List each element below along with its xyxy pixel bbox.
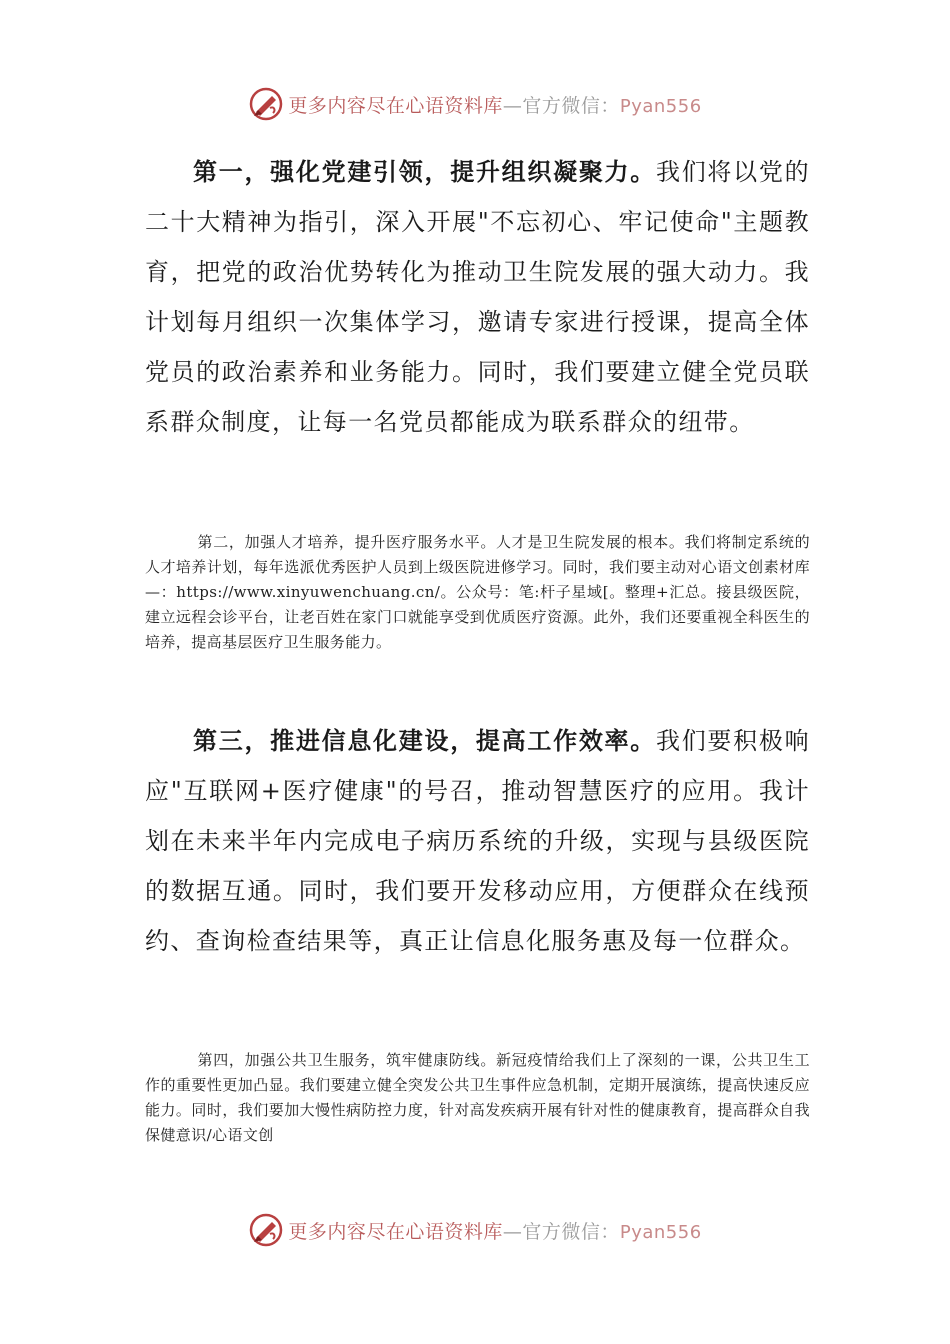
footer-banner (0, 1208, 950, 1252)
paragraph-1-body: 我们将以党的二十大精神为指引，深入开展"不忘初心、牢记使命"主题教育，把党的政治优势转化为推动卫生院发展的强大动力。我计划每月组织一次集体学习，邀请专家进行授课，提高全体党员的政治素养和业务能力。同时，我们要建立健全党员联系群众制度，让每一名党员都能成为联系群众的纽带。 (145, 158, 810, 436)
banner-wechat-id: Pyan556 (619, 1221, 702, 1243)
paragraph-3 (145, 716, 810, 966)
paragraph-1-lead: 第一，强化党建引领，提升组织凝聚力。 (193, 158, 656, 186)
pen-logo-icon (248, 1212, 284, 1248)
pen-logo-icon (248, 86, 284, 122)
banner-dash: — (502, 1220, 523, 1243)
banner-main-text: 更多内容尽在心语资料库 (288, 1220, 503, 1243)
banner-dash: — (502, 94, 523, 117)
paragraph-4: 第四，加强公共卫生服务，筑牢健康防线。新冠疫情给我们上了深刻的一课，公共卫生工作的重要性更加凸显。我们要建立健全突发公共卫生事件应急机制，定期开展演练，提高快速反应能力。同时，我们要加大慢性病防控力度，针对高发疾病开展有针对性的健康教育，提高群众自我保健意识/心语文创 (145, 1051, 810, 1144)
header-banner (0, 82, 950, 126)
paragraph-2: 第二，加强人才培养，提升医疗服务水平。人才是卫生院发展的根本。我们将制定系统的人才培养计划，每年选派优秀医护人员到上级医院进修学习。同时，我们要主动对心语文创素材库—：https://www.xinyuwenchuang.cn/。公众号：笔:杆子星域[。整理+汇总。接县级医院，建立远程会诊平台，让老百姓在家门口就能享受到优质医疗资源。此外，我们还要重视全科医生的培养，提高基层医疗卫生服务能力。 (145, 533, 810, 651)
banner-wechat-label: 官方微信： (522, 1220, 620, 1243)
banner-wechat-label: 官方微信： (522, 94, 620, 117)
banner-wechat-id: Pyan556 (619, 95, 702, 117)
paragraph-1 (145, 147, 810, 447)
banner-main-text: 更多内容尽在心语资料库 (288, 94, 503, 117)
paragraph-3-body: 我们要积极响应"互联网+医疗健康"的号召，推动智慧医疗的应用。我计划在未来半年内完成电子病历系统的升级，实现与县级医院的数据互通。同时，我们要开发移动应用，方便群众在线预约、查询检查结果等，真正让信息化服务惠及每一位群众。 (145, 727, 810, 955)
paragraph-3-lead: 第三，推进信息化建设，提高工作效率。 (193, 727, 656, 755)
